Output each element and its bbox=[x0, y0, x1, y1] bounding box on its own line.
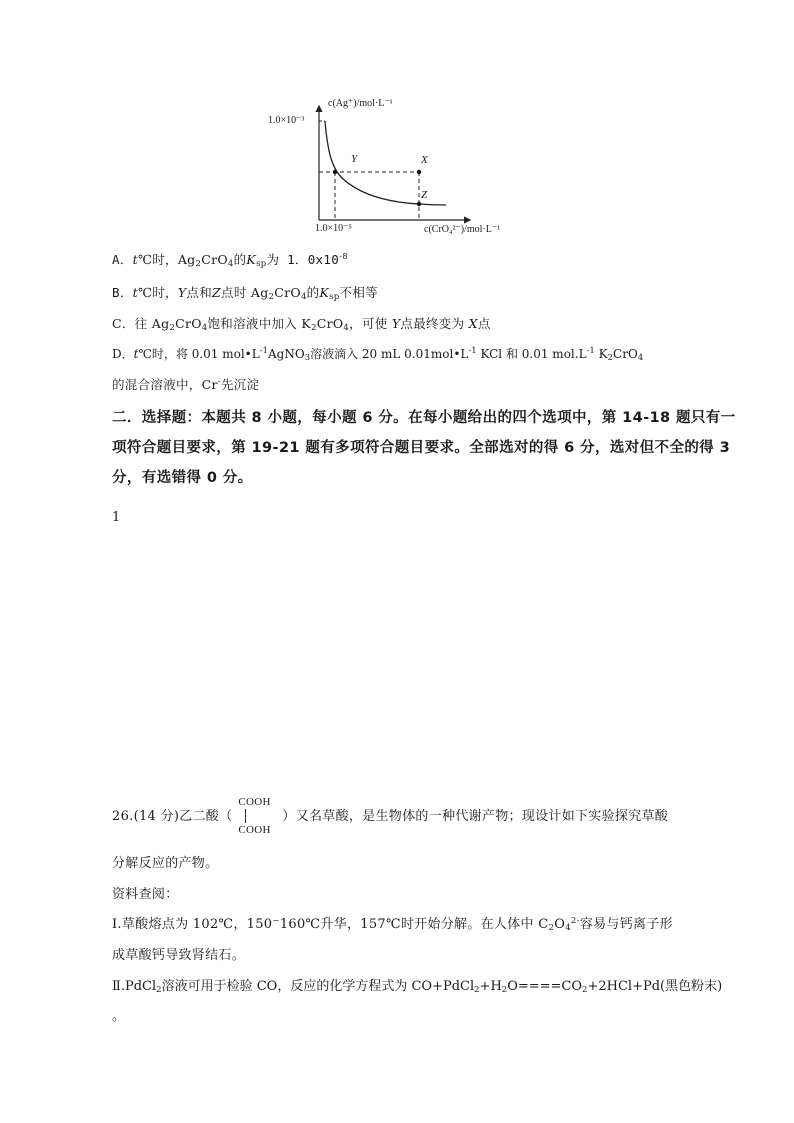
info-ii-sub1: 2 bbox=[156, 985, 162, 995]
option-b bbox=[112, 283, 378, 302]
option-b-prefix: B． bbox=[112, 285, 133, 300]
option-a-sub1: 2 bbox=[195, 259, 202, 269]
option-d-sub2: 2 bbox=[607, 353, 614, 363]
option-b-text6: 不相等 bbox=[339, 285, 378, 300]
cooh-top: COOH bbox=[238, 795, 271, 808]
option-a-text1: ℃时，Ag bbox=[137, 252, 196, 267]
x-axis-label: c(CrO₄²⁻)/mol·L⁻¹ bbox=[424, 224, 501, 235]
point-x-label: X bbox=[421, 154, 428, 166]
section2-line1: 二．选择题：本题共 8 小题，每小题 6 分。在每小题给出的四个选项中，第 14-18 题只有一 bbox=[112, 410, 736, 426]
option-b-ksub: sp bbox=[329, 292, 340, 302]
point-y bbox=[333, 170, 337, 174]
option-d-prefix: D． bbox=[112, 347, 134, 361]
info-ii-e: +2HCl+Pd(黑色粉末) bbox=[587, 979, 723, 994]
option-a-k: K bbox=[246, 252, 257, 267]
option-c-text1: CrO bbox=[175, 316, 202, 331]
option-d-text2: AgNO bbox=[268, 347, 305, 361]
option-a-prefix: A． bbox=[112, 252, 133, 267]
section2-line3: 分，有选错得 0 分。 bbox=[112, 470, 253, 486]
info-i-sub1: 2 bbox=[548, 923, 555, 933]
option-c-prefix: C．往 Ag bbox=[112, 316, 170, 331]
option-d-sup2: -1 bbox=[468, 346, 477, 356]
q26-line3: 资料查阅： bbox=[112, 887, 179, 902]
info-i-mid: O bbox=[554, 917, 566, 932]
option-c-text6: 点 bbox=[477, 316, 491, 331]
info-i-a: Ⅰ.草酸熔点为 102℃，150 bbox=[112, 917, 273, 932]
option-a-text2: CrO bbox=[201, 252, 228, 267]
option-b-text2: 点和 bbox=[186, 285, 213, 300]
option-c-text5: 点最终变为 bbox=[400, 316, 469, 331]
info-i-sup: 2- bbox=[570, 916, 580, 926]
option-d-text4: KCl 和 0.01 mol.L bbox=[476, 347, 587, 361]
info-i-tilde: ~ bbox=[272, 916, 280, 926]
option-c bbox=[112, 314, 491, 333]
option-d-sub3: 4 bbox=[637, 353, 644, 363]
option-d-text6: CrO bbox=[613, 347, 638, 361]
option-b-z: Z bbox=[212, 285, 222, 300]
option-c-y: Y bbox=[391, 316, 401, 331]
option-b-k: K bbox=[319, 285, 330, 300]
ksp-chart bbox=[262, 98, 502, 238]
option-c-text2: 饱和溶液中加入 K bbox=[207, 316, 312, 331]
option-b-t: t bbox=[132, 285, 138, 300]
option-a-sup: -8 bbox=[339, 252, 348, 262]
info-i-d: 容易与钙离子形 bbox=[579, 917, 673, 932]
option-d-text3: 溶液滴入 20 mL 0.01mol•L bbox=[310, 347, 469, 361]
option-b-text5: 的 bbox=[306, 285, 320, 300]
option-c-sub2: 4 bbox=[201, 323, 208, 333]
info-ii-a: Ⅱ.PdCl bbox=[112, 979, 157, 994]
option-d-line2-sup: - bbox=[217, 377, 221, 387]
option-b-text1: ℃时， bbox=[137, 285, 178, 300]
q26-start: 26.(14 分)乙二酸（ bbox=[112, 809, 233, 824]
option-c-text4: ，可使 bbox=[349, 316, 392, 331]
point-z bbox=[417, 202, 421, 206]
option-b-sub2: 4 bbox=[300, 292, 307, 302]
option-c-sub1: 2 bbox=[169, 323, 176, 333]
q26-info-i bbox=[112, 913, 673, 933]
q26-info-ii-line2: 。 bbox=[112, 1009, 126, 1024]
option-c-text3: CrO bbox=[316, 316, 344, 331]
point-y-label: Y bbox=[351, 153, 358, 165]
option-a-text4: 为 1．0x10 bbox=[266, 252, 340, 267]
y-tick-label: 1.0×10⁻³ bbox=[268, 115, 305, 126]
cooh-structure bbox=[232, 795, 282, 836]
point-z-label: Z bbox=[421, 189, 428, 201]
option-b-text3: 点时 Ag bbox=[221, 285, 269, 300]
option-d-sup1: -1 bbox=[259, 346, 268, 356]
info-ii-sub3: 2 bbox=[501, 985, 508, 995]
lone-number: 1 bbox=[112, 510, 121, 525]
option-c-x: X bbox=[468, 316, 478, 331]
option-d-t: t bbox=[133, 347, 139, 361]
option-a-sub2: 4 bbox=[227, 259, 234, 269]
option-a bbox=[112, 250, 348, 269]
option-c-sub4: 4 bbox=[343, 323, 350, 333]
info-i-sub2: 4 bbox=[565, 923, 571, 933]
q26-line1 bbox=[112, 795, 669, 836]
option-d-text1: ℃时，将 0.01 mol•L bbox=[138, 347, 260, 361]
option-b-text4: CrO bbox=[274, 285, 301, 300]
option-d-line2-text: 的混合溶液中，Cr bbox=[112, 377, 218, 392]
option-d-text5: K bbox=[594, 347, 608, 361]
info-ii-c: +H bbox=[479, 979, 502, 994]
q26-end: ）又名草酸，是生物体的一种代谢产物；现设计如下实验探究草酸 bbox=[282, 809, 669, 824]
option-b-y: Y bbox=[177, 285, 187, 300]
q26-info-ii bbox=[112, 975, 722, 995]
option-d-line2 bbox=[112, 375, 259, 393]
option-d-line2-end: 先沉淀 bbox=[220, 377, 260, 392]
point-x bbox=[417, 170, 421, 174]
option-a-t: t bbox=[132, 252, 138, 267]
cooh-bond bbox=[245, 809, 246, 823]
option-c-sub3: 2 bbox=[311, 323, 317, 333]
y-axis-label: c(Ag⁺)/mol·L⁻¹ bbox=[328, 98, 393, 109]
option-a-ksub: sp bbox=[256, 259, 267, 269]
option-d-sup3: -1 bbox=[586, 346, 595, 356]
cooh-bottom: COOH bbox=[238, 823, 271, 836]
option-b-sub1: 2 bbox=[268, 292, 275, 302]
info-i-c: 160℃升华，157℃时开始分解。在人体中 C bbox=[279, 917, 549, 932]
q26-line2: 分解反应的产物。 bbox=[112, 856, 219, 871]
info-ii-sub4: 2 bbox=[582, 985, 588, 995]
info-ii-sub2: 2 bbox=[474, 985, 480, 995]
option-a-text3: 的 bbox=[233, 252, 247, 267]
x-tick-label: 1.0×10⁻⁵ bbox=[315, 223, 352, 234]
section2-line2: 项符合题目要求，第 19-21 题有多项符合题目要求。全部选对的得 6 分，选对但不全的得 3 bbox=[112, 440, 731, 456]
info-ii-b: 溶液可用于检验 CO，反应的化学方程式为 CO+PdCl bbox=[161, 979, 475, 994]
option-d bbox=[112, 345, 643, 363]
option-d-sub1: 3 bbox=[304, 353, 311, 363]
info-ii-d: O====CO bbox=[507, 979, 583, 994]
q26-info-i-line2: 成草酸钙导致肾结石。 bbox=[112, 948, 246, 963]
